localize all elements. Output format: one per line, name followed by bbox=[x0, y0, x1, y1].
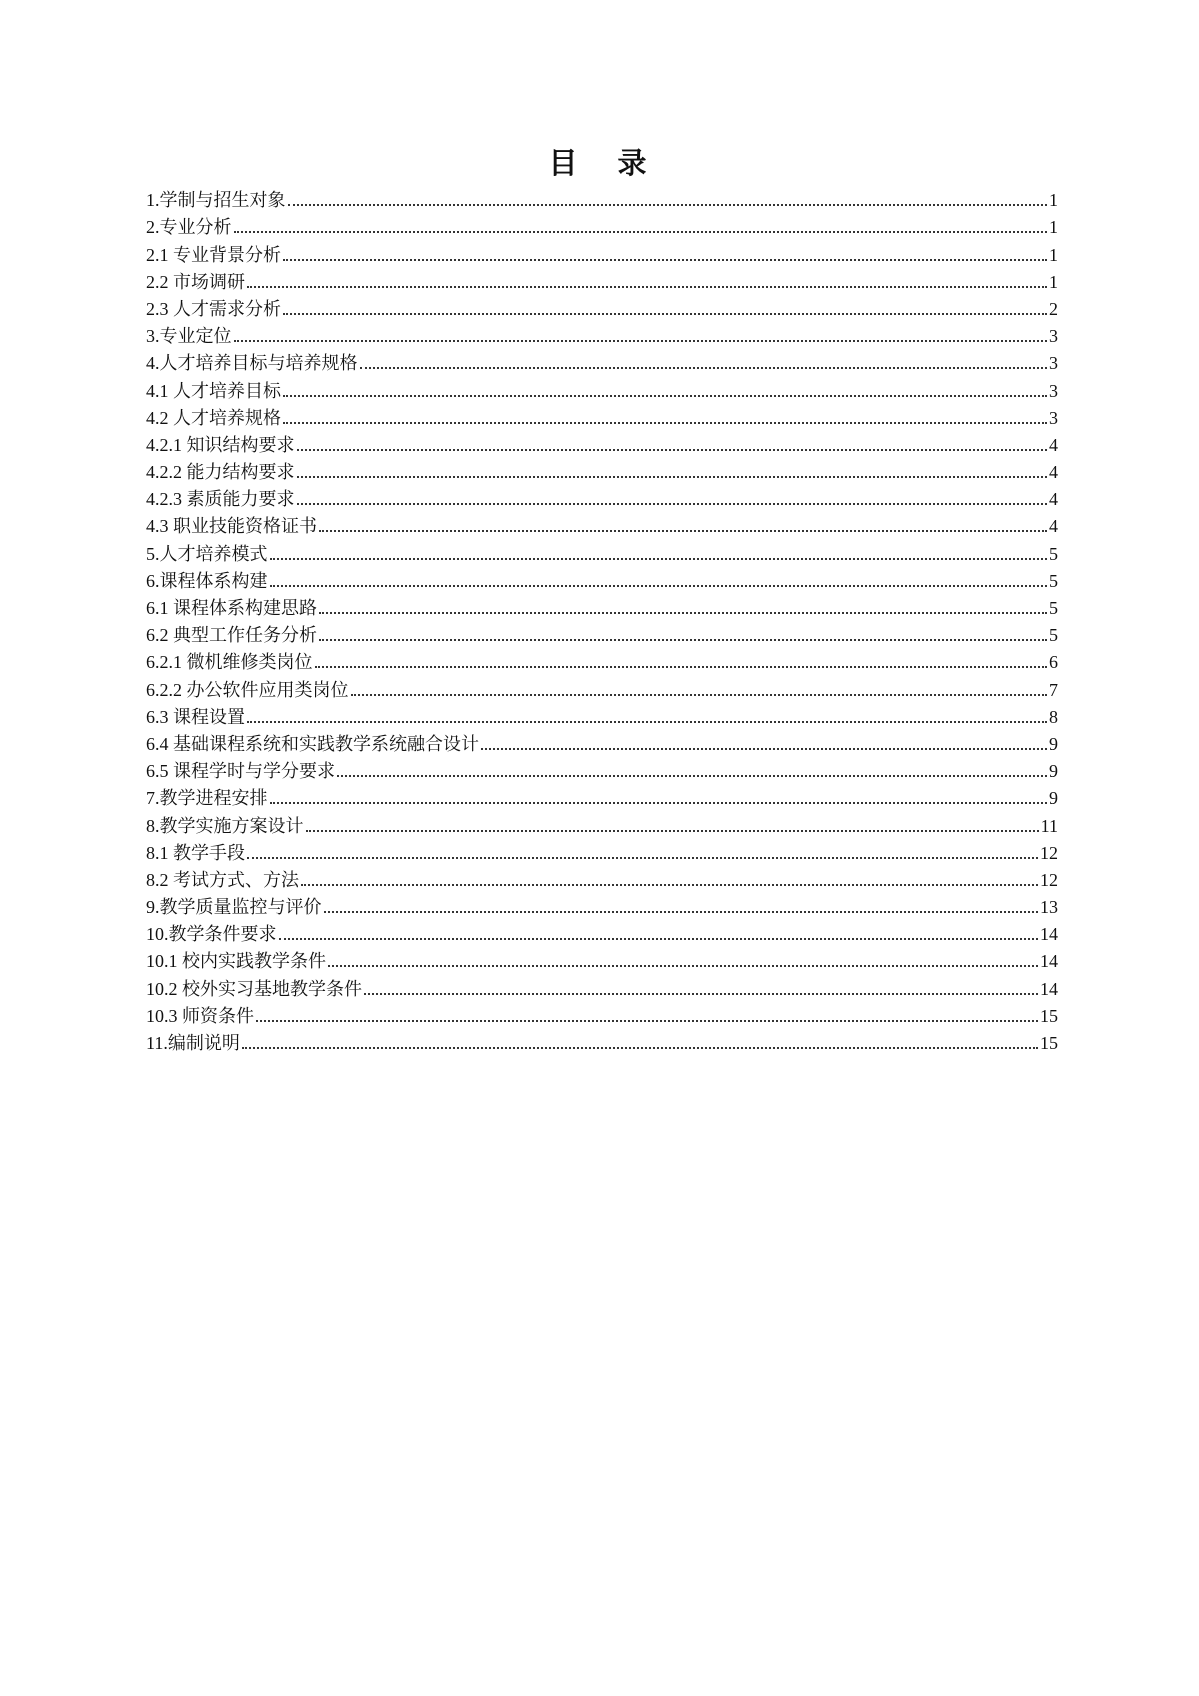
toc-entry[interactable] bbox=[146, 673, 1058, 700]
toc-entry[interactable] bbox=[146, 483, 1058, 510]
toc-entry-label: 10.2 校外实习基地教学条件 bbox=[146, 978, 362, 999]
toc-entry[interactable] bbox=[146, 728, 1058, 755]
toc-entry[interactable] bbox=[146, 266, 1058, 293]
toc-entry-label: 6.1 课程体系构建思路 bbox=[146, 598, 317, 618]
toc-entry-page-number: 8 bbox=[1049, 706, 1058, 727]
toc-entry-label: 6.5 课程学时与学分要求 bbox=[146, 761, 335, 782]
toc-entry-label: 8.2 考试方式、方法 bbox=[146, 869, 299, 890]
toc-entry-page-number: 7 bbox=[1049, 679, 1058, 700]
toc-entry[interactable] bbox=[146, 782, 1058, 809]
toc-entry[interactable] bbox=[146, 646, 1058, 673]
toc-entry[interactable] bbox=[146, 701, 1058, 728]
toc-entry-label: 2.专业分析 bbox=[146, 217, 232, 238]
toc-entry-page-number: 5 bbox=[1049, 598, 1058, 618]
toc-dot-leader bbox=[364, 993, 1038, 995]
toc-dot-leader bbox=[319, 639, 1047, 641]
toc-entry-page-number: 14 bbox=[1040, 951, 1058, 972]
toc-entry-page-number: 2 bbox=[1049, 298, 1058, 319]
toc-dot-leader bbox=[351, 694, 1048, 696]
toc-dot-leader bbox=[270, 585, 1048, 587]
toc-dot-leader bbox=[324, 911, 1039, 913]
toc-entry[interactable] bbox=[146, 918, 1058, 945]
toc-entry-label: 10.3 师资条件 bbox=[146, 1005, 254, 1026]
toc-dot-leader bbox=[360, 367, 1048, 369]
toc-entry-label: 4.1 人才培养目标 bbox=[146, 380, 281, 401]
toc-entry-page-number: 9 bbox=[1049, 733, 1058, 754]
toc-entry-page-number: 5 bbox=[1049, 570, 1058, 591]
toc-entry-page-number: 4 bbox=[1049, 462, 1058, 483]
toc-entry-label: 10.教学条件要求 bbox=[146, 924, 277, 945]
toc-dot-leader bbox=[247, 857, 1038, 859]
toc-dot-leader bbox=[481, 748, 1047, 750]
toc-entry[interactable] bbox=[146, 238, 1058, 265]
toc-entry-label: 1.学制与招生对象 bbox=[146, 190, 286, 211]
toc-entry-page-number: 13 bbox=[1040, 897, 1058, 918]
toc-entry[interactable] bbox=[146, 320, 1058, 347]
toc-entry-page-number: 3 bbox=[1049, 380, 1058, 401]
toc-dot-leader bbox=[247, 286, 1047, 288]
toc-entry[interactable] bbox=[146, 456, 1058, 483]
toc-dot-leader bbox=[297, 476, 1048, 478]
toc-entry-page-number: 15 bbox=[1040, 1005, 1058, 1026]
toc-entry-page-number: 15 bbox=[1040, 1033, 1058, 1053]
toc-list bbox=[146, 184, 1058, 1054]
toc-entry[interactable] bbox=[146, 1000, 1058, 1027]
toc-entry-label: 6.3 课程设置 bbox=[146, 706, 245, 727]
toc-dot-leader bbox=[279, 938, 1039, 940]
toc-entry-page-number: 1 bbox=[1049, 271, 1058, 292]
toc-entry[interactable] bbox=[146, 347, 1058, 374]
toc-entry-label: 6.课程体系构建 bbox=[146, 570, 268, 591]
toc-entry-page-number: 12 bbox=[1040, 869, 1058, 890]
toc-dot-leader bbox=[297, 449, 1048, 451]
toc-entry-page-number: 4 bbox=[1049, 434, 1058, 455]
toc-entry-page-number: 1 bbox=[1049, 190, 1058, 211]
toc-entry-page-number: 9 bbox=[1049, 788, 1058, 809]
toc-dot-leader bbox=[234, 340, 1048, 342]
toc-dot-leader bbox=[242, 1047, 1038, 1049]
toc-entry[interactable] bbox=[146, 619, 1058, 646]
toc-entry[interactable] bbox=[146, 565, 1058, 592]
toc-entry-label: 4.2 人才培养规格 bbox=[146, 407, 281, 428]
toc-entry-label: 8.教学实施方案设计 bbox=[146, 815, 304, 836]
toc-dot-leader bbox=[297, 503, 1048, 505]
toc-entry-label: 6.2 典型工作任务分析 bbox=[146, 625, 317, 646]
toc-entry-label: 4.2.1 知识结构要求 bbox=[146, 434, 295, 455]
toc-entry-label: 6.2.1 微机维修类岗位 bbox=[146, 652, 313, 673]
toc-entry-label: 11.编制说明 bbox=[146, 1033, 240, 1053]
toc-dot-leader bbox=[283, 259, 1047, 261]
toc-entry[interactable] bbox=[146, 592, 1058, 619]
toc-dot-leader bbox=[315, 666, 1048, 668]
toc-entry[interactable] bbox=[146, 809, 1058, 836]
toc-dot-leader bbox=[270, 802, 1048, 804]
toc-entry-label: 4.2.2 能力结构要求 bbox=[146, 462, 295, 483]
toc-entry-label: 6.4 基础课程系统和实践教学系统融合设计 bbox=[146, 733, 479, 754]
toc-dot-leader bbox=[337, 775, 1047, 777]
toc-dot-leader bbox=[319, 612, 1047, 614]
toc-dot-leader bbox=[328, 965, 1038, 967]
toc-entry-page-number: 5 bbox=[1049, 543, 1058, 564]
toc-entry-label: 5.人才培养模式 bbox=[146, 543, 268, 564]
toc-dot-leader bbox=[319, 530, 1047, 532]
toc-dot-leader bbox=[301, 884, 1038, 886]
toc-entry[interactable] bbox=[146, 184, 1058, 211]
toc-dot-leader bbox=[270, 558, 1048, 560]
toc-entry-label: 10.1 校内实践教学条件 bbox=[146, 951, 326, 972]
toc-entry[interactable] bbox=[146, 1027, 1058, 1054]
toc-entry[interactable] bbox=[146, 945, 1058, 972]
toc-entry-page-number: 11 bbox=[1040, 815, 1058, 836]
toc-entry[interactable] bbox=[146, 429, 1058, 456]
toc-entry-page-number: 3 bbox=[1049, 326, 1058, 347]
toc-entry[interactable] bbox=[146, 374, 1058, 401]
toc-dot-leader bbox=[283, 395, 1047, 397]
toc-entry-label: 2.3 人才需求分析 bbox=[146, 298, 281, 319]
toc-entry[interactable] bbox=[146, 864, 1058, 891]
toc-entry[interactable] bbox=[146, 211, 1058, 238]
toc-entry-page-number: 6 bbox=[1049, 652, 1058, 673]
toc-entry-page-number: 4 bbox=[1049, 489, 1058, 510]
toc-entry[interactable] bbox=[146, 891, 1058, 918]
toc-dot-leader bbox=[256, 1020, 1038, 1022]
toc-entry-page-number: 14 bbox=[1040, 924, 1058, 945]
toc-entry-label: 4.人才培养目标与培养规格 bbox=[146, 353, 358, 374]
toc-dot-leader bbox=[306, 830, 1039, 832]
toc-entry-label: 2.1 专业背景分析 bbox=[146, 244, 281, 265]
toc-entry-page-number: 4 bbox=[1049, 516, 1058, 537]
toc-entry-page-number: 3 bbox=[1049, 407, 1058, 428]
toc-entry[interactable] bbox=[146, 755, 1058, 782]
toc-dot-leader bbox=[283, 313, 1047, 315]
toc-dot-leader bbox=[283, 422, 1047, 424]
toc-entry[interactable] bbox=[146, 510, 1058, 537]
toc-entry-page-number: 3 bbox=[1049, 353, 1058, 374]
toc-entry-label: 2.2 市场调研 bbox=[146, 271, 245, 292]
toc-entry-page-number: 14 bbox=[1040, 978, 1058, 999]
toc-entry-page-number: 1 bbox=[1049, 244, 1058, 265]
toc-entry-page-number: 1 bbox=[1049, 217, 1058, 238]
toc-entry-label: 7.教学进程安排 bbox=[146, 788, 268, 809]
toc-entry[interactable] bbox=[146, 972, 1058, 999]
toc-entry-label: 6.2.2 办公软件应用类岗位 bbox=[146, 679, 349, 700]
toc-entry[interactable] bbox=[146, 837, 1058, 864]
toc-dot-leader bbox=[234, 231, 1048, 233]
toc-entry-label: 4.3 职业技能资格证书 bbox=[146, 516, 317, 537]
toc-entry-label: 4.2.3 素质能力要求 bbox=[146, 489, 295, 510]
toc-entry-page-number: 9 bbox=[1049, 761, 1058, 782]
toc-entry-label: 9.教学质量监控与评价 bbox=[146, 897, 322, 918]
toc-entry-label: 8.1 教学手段 bbox=[146, 842, 245, 863]
toc-entry-label: 3.专业定位 bbox=[146, 326, 232, 347]
toc-entry[interactable] bbox=[146, 537, 1058, 564]
toc-entry-page-number: 5 bbox=[1049, 625, 1058, 646]
toc-dot-leader bbox=[247, 721, 1047, 723]
toc-entry[interactable] bbox=[146, 402, 1058, 429]
toc-dot-leader bbox=[288, 204, 1048, 206]
toc-title: 目录 bbox=[548, 146, 687, 180]
toc-entry[interactable] bbox=[146, 293, 1058, 320]
toc-entry-page-number: 12 bbox=[1040, 842, 1058, 863]
